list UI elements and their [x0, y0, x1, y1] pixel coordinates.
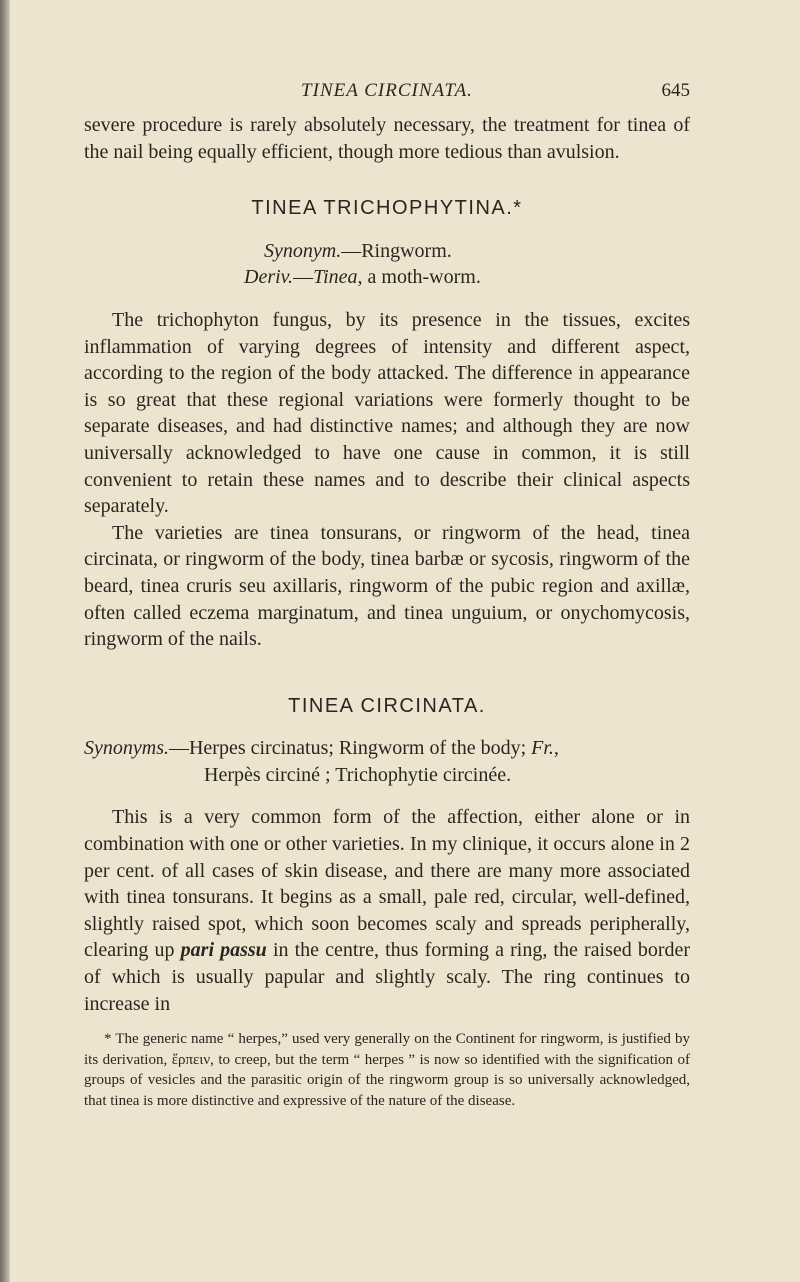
derivation-label: Deriv. — [244, 266, 294, 289]
circinata-paragraph-start: This is a very common form of the affection, either alone or in combination with one or other varieties. In my clinique, it occurs alone in 2 per cent. of all cases of skin disease, and there are many more associated with tinea tonsurans. It begins as a small, pale red, circular, well-defined, slightly raised spot, which soon becomes scaly and spreads peripherally, clearing up — [84, 806, 690, 962]
synonym-line — [84, 238, 690, 265]
book-page — [84, 78, 690, 1111]
trichophytina-paragraph-1: The trichophyton fungus, by its presence in the tissues, excites inflammation of varying degrees of intensity and different aspect, according to the region of the body attacked. The difference in appearance is so great that these regional variations were formerly thought to be separate diseases, and had distinctive names; and although they are now universally acknowledged to have one cause in common, it is still convenient to retain these names and to describe their clinical aspects separately. — [84, 308, 690, 518]
section-heading-circinata: TINEA CIRCINATA. — [288, 694, 486, 717]
page-number: 645 — [661, 80, 690, 101]
french-label: Fr., — [531, 737, 559, 760]
opening-paragraph: severe procedure is rarely absolutely necessary, the treatment for tinea of the nail being equally efficient, though more tedious than avulsion. — [84, 114, 690, 163]
section-heading-trichophytina: TINEA TRICHOPHYTINA.* — [251, 197, 523, 220]
circinata-paragraph — [84, 804, 690, 1017]
derivation-word: Tinea — [313, 266, 358, 289]
footnote-text: * The generic name “ herpes,” used very generally on the Continent for ringworm, is justified by its derivation, ἕρπειν, to creep, but the term “ herpes ” is now so identified with the signification of groups of vesicles and the parasitic origin of the ringworm group is so universally acknowledged, that tinea is more distinctive and expressive of the nature of the disease. — [84, 1031, 690, 1109]
circinata-paragraph-end: in the centre, thus forming a ring, the raised border of which is usually papular and slightly scaly. The ring continues to increase in — [84, 939, 691, 1015]
synonyms-block — [84, 735, 690, 788]
synonyms-text: —Herpes circinatus; Ringworm of the body; — [168, 737, 527, 760]
latin-phrase: pari passu — [180, 939, 267, 962]
derivation-text: , a moth-worm. — [357, 266, 481, 289]
derivation-line — [84, 264, 690, 291]
footnote — [84, 1029, 690, 1111]
derivation-dash: — — [293, 266, 314, 289]
synonyms-label: Synonyms. — [84, 737, 169, 760]
running-head-title: TINEA CIRCINATA. — [301, 80, 473, 101]
synonyms-line-1 — [84, 735, 690, 762]
page-binding-edge — [0, 0, 10, 1282]
trichophytina-paragraph-2: The varieties are tinea tonsurans, or ringworm of the head, tinea circinata, or ringworm of the body, tinea barbæ or sycosis, ringworm of the beard, tinea cruris seu axillaris, ringworm of the pubic region and axillæ, often called eczema marginatum, and tinea unguium, or onychomycosis, ringworm of the nails. — [84, 521, 690, 651]
synonym-text: —Ringworm. — [341, 239, 452, 262]
synonyms-line-2: Herpès circiné ; Trichophytie circinée. — [204, 763, 512, 786]
synonym-label: Synonym. — [264, 239, 342, 262]
running-head — [84, 78, 690, 112]
